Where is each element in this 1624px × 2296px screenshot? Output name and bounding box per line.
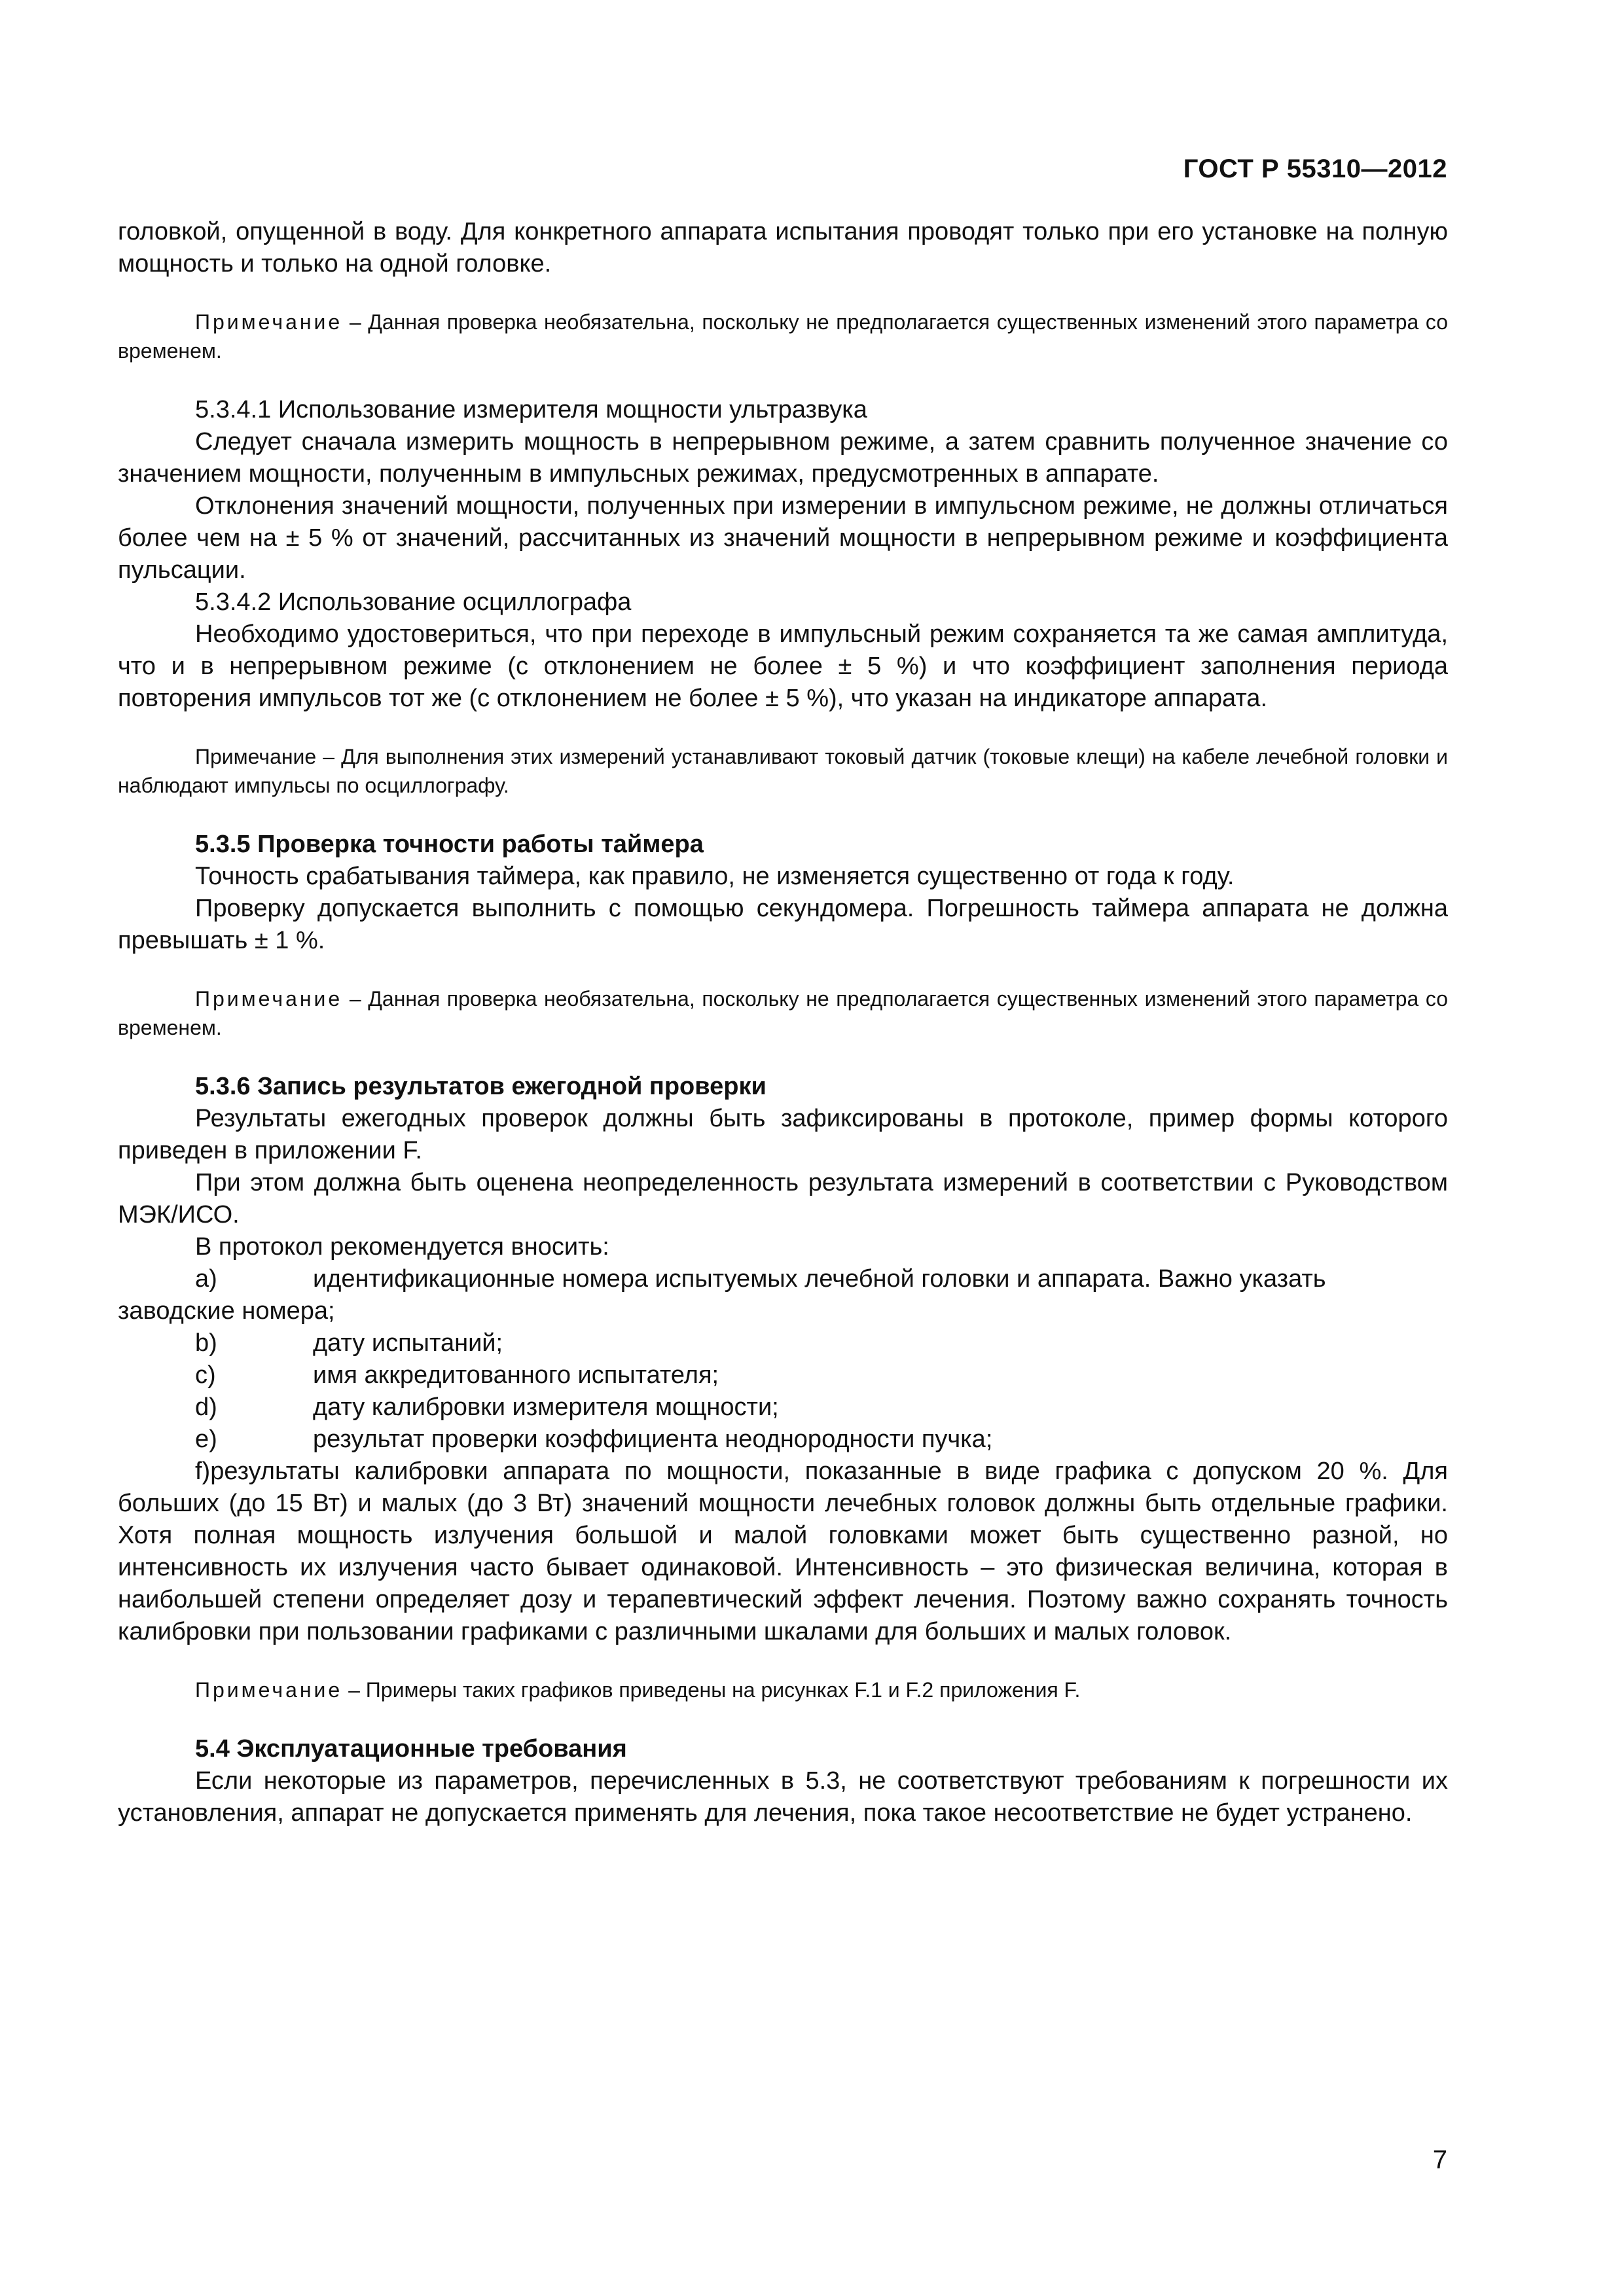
note bbox=[118, 984, 1448, 1042]
list-text: имя аккредитованного испытателя; bbox=[313, 1361, 719, 1389]
note-label: Примечание bbox=[195, 1678, 343, 1702]
list-text: результат проверки коэффициента неоднородности пучка; bbox=[313, 1426, 993, 1453]
note-text: – Данная проверка необязательна, поскольку не предполагается существенных изменений этого параметра со временем. bbox=[118, 987, 1448, 1039]
note-label: Примечание bbox=[195, 987, 343, 1011]
section-heading: 5.3.5 Проверка точности работы таймера bbox=[195, 831, 704, 858]
note bbox=[118, 1676, 1448, 1704]
paragraph: Если некоторые из параметров, перечисленных в 5.3, не соответствуют требованиям к погрешности их установления, аппарат не допускается применять для лечения, пока такое несоответствие не будет устранено. bbox=[118, 1767, 1448, 1827]
paragraph: При этом должна быть оценена неопределенность результата измерений в соответствии с Руководством МЭК/ИСО. bbox=[118, 1169, 1448, 1229]
paragraph: Необходимо удостовериться, что при переходе в импульсный режим сохраняется та же самая амплитуда, что и в непрерывном режиме (с отклонением не более ± 5 %) и что коэффициент заполнения периода повторения импульсов тот же (с отклонением не более ± 5 %), что указан на индикаторе аппарата. bbox=[118, 620, 1448, 712]
subsection-heading: 5.3.4.2 Использование осциллографа bbox=[195, 588, 632, 616]
note: Примечание – Для выполнения этих измерений устанавливают токовый датчик (токовые клещи) на кабеле лечебной головки и наблюдают импульсы по осциллографу. bbox=[118, 745, 1448, 797]
note-label: Примечание bbox=[195, 310, 343, 334]
paragraph: Точность срабатывания таймера, как правило, не изменяется существенно от года к году. bbox=[195, 863, 1235, 890]
section-heading: 5.3.6 Запись результатов ежегодной проверки bbox=[195, 1073, 767, 1100]
list-item bbox=[118, 1424, 1448, 1456]
standard-header: ГОСТ Р 55310—2012 bbox=[1183, 154, 1447, 183]
paragraph: головкой, опущенной в воду. Для конкретного аппарата испытания проводят только при его установке на полную мощность и только на одной головке. bbox=[118, 218, 1448, 278]
paragraph: Результаты ежегодных проверок должны быть зафиксированы в протоколе, пример формы которого приведен в приложении F. bbox=[118, 1105, 1448, 1164]
list-item bbox=[118, 1263, 1448, 1295]
note-text: – Примеры таких графиков приведены на рисунках F.1 и F.2 приложения F. bbox=[342, 1678, 1081, 1702]
list-marker: b) bbox=[195, 1329, 217, 1357]
list-text: дату испытаний; bbox=[313, 1329, 503, 1357]
list-marker: d) bbox=[195, 1393, 217, 1421]
document-body bbox=[118, 216, 1448, 1829]
list-marker: a) bbox=[195, 1265, 217, 1293]
list-marker: c) bbox=[195, 1361, 216, 1389]
page-number: 7 bbox=[1432, 2145, 1447, 2174]
note-text: – Данная проверка необязательна, поскольку не предполагается существенных изменений этого параметра со временем. bbox=[118, 310, 1448, 363]
list-text: дату калибровки измерителя мощности; bbox=[313, 1393, 779, 1421]
paragraph: Следует сначала измерить мощность в непрерывном режиме, а затем сравнить полученное значение со значением мощности, полученным в импульсных режимах, предусмотренных в аппарате. bbox=[118, 428, 1448, 488]
note bbox=[118, 308, 1448, 365]
list-item-f: f)результаты калибровки аппарата по мощности, показанные в виде графика с допуском 20 %. Для больших (до 15 Вт) и малых (до 3 Вт) значений мощности лечебных головок должны быть отдельные графики. Хотя полная мощность излучения большой и малой головками может быть существенно разной, но интенсивность их излучения часто бывает одинаковой. Интенсивность – это физическая величина, которая в наибольшей степени определяет дозу и терапевтический эффект лечения. Поэтому важно сохранять точность калибровки при пользовании графиками с различными шкалами для больших и малых головок. bbox=[118, 1458, 1448, 1645]
paragraph: Отклонения значений мощности, полученных при измерении в импульсном режиме, не должны отличаться более чем на ± 5 % от значений, рассчитанных из значений мощности в непрерывном режиме и коэффициента пульсации. bbox=[118, 492, 1448, 584]
subsection-heading: 5.3.4.1 Использование измерителя мощности ультразвука bbox=[195, 396, 867, 423]
paragraph: Проверку допускается выполнить с помощью секундомера. Погрешность таймера аппарата не должна превышать ± 1 %. bbox=[118, 895, 1448, 954]
list-item bbox=[118, 1327, 1448, 1359]
list-text: идентификационные номера испытуемых лечебной головки и аппарата. Важно указать bbox=[313, 1265, 1326, 1293]
list-item bbox=[118, 1359, 1448, 1391]
list-item bbox=[118, 1391, 1448, 1424]
section-heading: 5.4 Эксплуатационные требования bbox=[195, 1735, 627, 1763]
list-marker: e) bbox=[195, 1426, 217, 1453]
list-item-continuation: заводские номера; bbox=[118, 1297, 335, 1325]
paragraph: В протокол рекомендуется вносить: bbox=[195, 1233, 609, 1261]
